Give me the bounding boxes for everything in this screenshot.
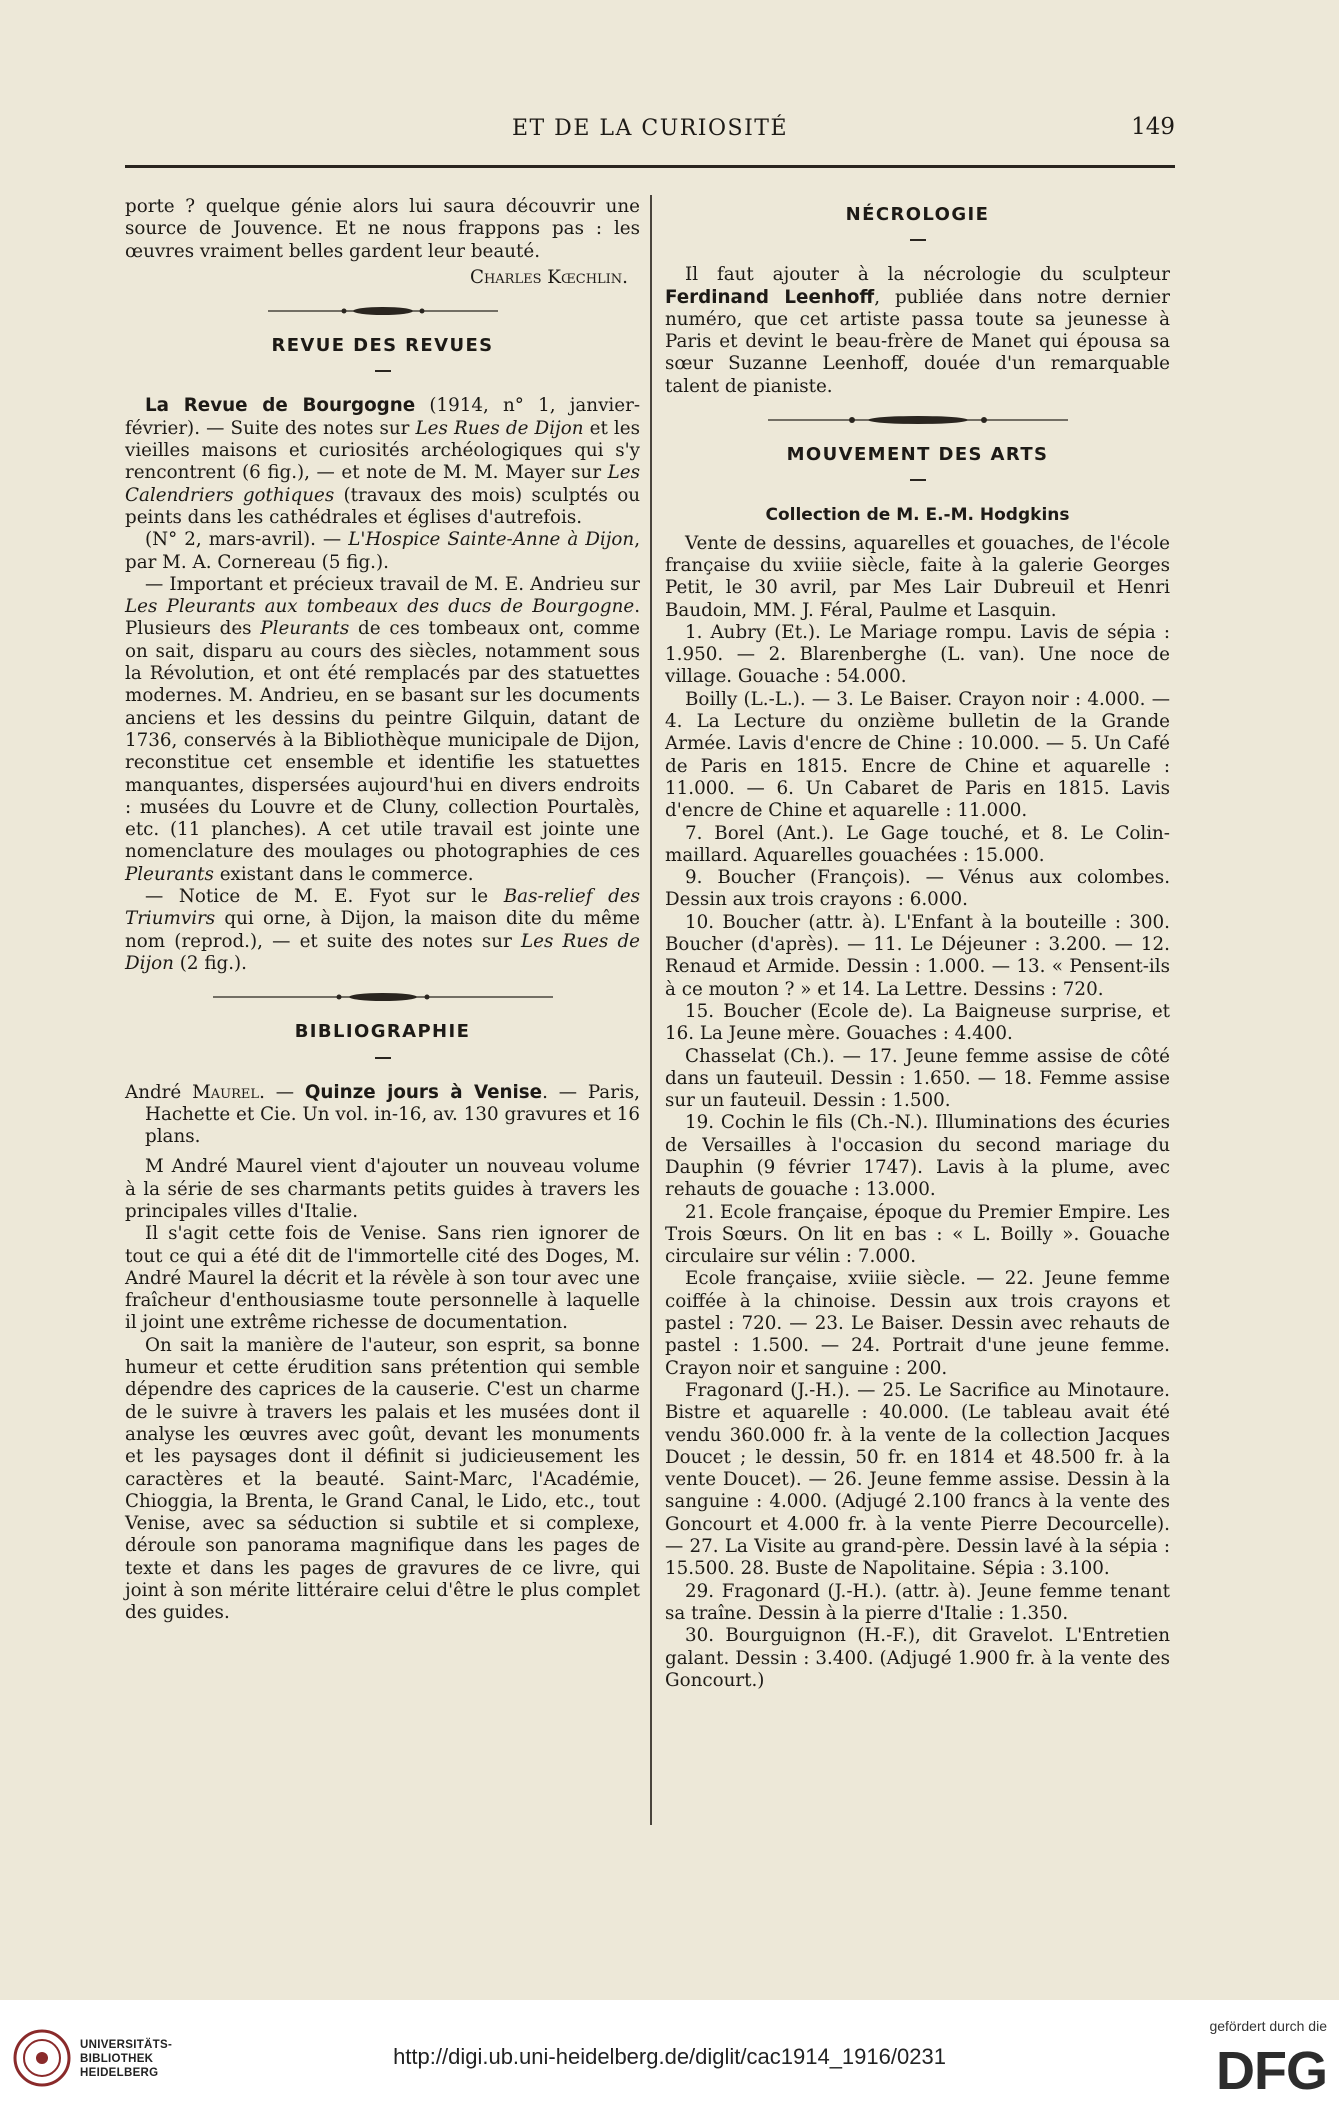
text-run: (N° 2, mars-avril). —: [145, 529, 349, 551]
italic-title: Pleurants: [260, 618, 350, 640]
library-name-line: HEIDELBERG: [80, 2067, 159, 2079]
text-run: — Notice de M. E. Fyot sur le: [145, 886, 504, 908]
text-run: qui orne, à Dijon, la maison dite du même nom (reprod.), — et suite des notes sur: [125, 908, 640, 952]
sale-item: 19. Cochin le fils (Ch.-N.). Illuminations des écuries de Versailles à l'occasion du second mariage du Dauphin (9 février 1747). Lavis à la plume, avec rehauts de gouache : 13.000.: [665, 1112, 1170, 1201]
heading-dash: [125, 363, 640, 379]
sponsor-note: gefördert durch die: [1209, 2018, 1327, 2034]
column-divider: [650, 195, 652, 1825]
sale-item: Ecole française, xviiie siècle. — 22. Jeune femme coiffée à la chinoise. Dessin aux trois crayons et pastel : 720. — 23. Le Baiser. Dessin avec rehauts de pastel : 1.500. — 24. Portrait d'une jeune femme. Crayon noir et sanguine : 200.: [665, 1268, 1170, 1379]
section-heading-bibliographie: BIBLIOGRAPHIE: [294, 1021, 471, 1043]
text-run: et les vieilles maisons et curiosités archéologiques qui s'y rencontrent (6 fig.), — et note de M. M. Mayer sur: [125, 417, 640, 484]
italic-title: L'Hospice Sainte-Anne à Dijon: [348, 529, 635, 551]
ornament-divider: [768, 414, 1068, 426]
sale-item: 29. Fragonard (J.-H.). (attr. à). Jeune femme tenant sa traîne. Dessin à la pierre d'Italie : 1.350.: [665, 1580, 1170, 1624]
library-name-line: BIBLIOTHEK: [80, 2053, 154, 2065]
person-name: Ferdinand Leenhoff: [665, 286, 875, 308]
dfg-logo: DFG: [1216, 2041, 1327, 2101]
text-run: , par M. A. Cornereau (5 fig.).: [125, 529, 641, 573]
book-title: Quinze jours à Venise: [304, 1081, 543, 1103]
sale-item: 15. Boucher (Ecole de). La Baigneuse surprise, et 16. La Jeune mère. Gouaches : 4.400.: [665, 1000, 1170, 1045]
italic-title: Les Rues de Dijon: [125, 930, 640, 974]
sale-intro: Vente de dessins, aquarelles et gouaches, de l'école française du xviiie siècle, faite à la galerie Georges Petit, le 30 avril, par Mes Lair Dubreuil et Henri Baudoin, MM. J. Féral, Paulme et Lasquin.: [665, 532, 1170, 621]
revue-paragraph: [125, 395, 640, 529]
running-head: [125, 112, 1175, 152]
library-name-line: UNIVERSITÄTS-: [80, 2039, 173, 2051]
source-url[interactable]: http://digi.ub.uni-heidelberg.de/diglit/cac1914_1916/0231: [393, 2044, 946, 2069]
section-heading-mouvement: MOUVEMENT DES ARTS: [786, 444, 1049, 466]
ornament-divider: [268, 305, 498, 317]
author-signature: Charles Kœchlin.: [469, 266, 628, 288]
italic-title: Les Calendriers gothiques: [125, 462, 640, 506]
text-run: , publiée dans notre dernier numéro, que cet artiste passa toute sa jeunesse à Paris et devint le beau-frère de Manet qui épousa sa sœur Suzanne Leenhoff, douée d'un remarquable talent de pianiste.: [665, 286, 1170, 397]
review-paragraph: M André Maurel vient d'ajouter un nouveau volume à la série de ses charmants petits guides à travers les principales villes d'Italie.: [125, 1156, 640, 1222]
necrology-paragraph: [665, 264, 1170, 398]
sale-item: 21. Ecole française, époque du Premier Empire. Les Trois Sœurs. On lit en bas : « L. Boilly ». Gouache circulaire sur vélin : 7.000.: [665, 1201, 1170, 1268]
page-number: 149: [1131, 114, 1175, 140]
revue-paragraph: [125, 574, 640, 886]
text-run: (travaux des mois) sculptés ou peints dans les cathédrales et églises d'autrefois.: [125, 484, 641, 528]
italic-title: Pleurants: [125, 863, 214, 885]
sale-items-list: [665, 622, 1170, 1692]
text-run: . —: [259, 1081, 305, 1103]
sale-item: Chasselat (Ch.). — 17. Jeune femme assise de côté dans un fauteuil. Dessin : 1.650. — 18. Femme assise sur un fauteuil. Dessin : 1.500.: [665, 1045, 1170, 1112]
collection-heading: Collection de M. E.-M. Hodgkins: [765, 505, 1070, 526]
heading-dash: [665, 472, 1170, 488]
ornament-divider: [213, 991, 553, 1003]
left-column: [125, 196, 640, 1625]
sale-item: 7. Borel (Ant.). Le Gage touché, et 8. Le Colin-maillard. Aquarelles gouachées : 15.000.: [665, 822, 1170, 866]
text-run: de ces tombeaux ont, comme on sait, disparu au cours des siècles, notamment sous la Révolution, et ont été remplacés par des statuettes modernes. M. Andrieu, en se basant sur les documents anciens et les dessins du peintre Gilquin, datant de 1736, conservés à la Bibliothèque municipale de Dijon, reconstitue cet ensemble et identifie les statuettes manquantes, dispersées aujourd'hui en divers endroits : musées du Louvre et de Cluny, collection Pourtalès, etc. (11 planches). A cet utile travail est jointe une nomenclature des moulages ou photographies de ces: [125, 618, 640, 863]
sale-item: 10. Boucher (attr. à). L'Enfant à la bouteille : 300. Boucher (d'après). — 11. Le Déjeuner : 3.200. — 12. Renaud et Armide. Dessin : 1.000. — 13. « Pensent-ils à ce mouton ? » et 14. La Lettre. Dessins : 720.: [665, 911, 1170, 1000]
italic-title: Les Pleurants aux tombeaux des ducs de Bourgogne: [125, 596, 635, 618]
sale-item: 9. Boucher (François). — Vénus aux colombes. Dessin aux trois crayons : 6.000.: [665, 867, 1170, 911]
italic-title: Les Rues de Dijon: [415, 417, 584, 439]
text-run: existant dans le commerce.: [213, 863, 474, 885]
heading-dash: [665, 232, 1170, 248]
text-run: . Plusieurs des: [125, 596, 640, 640]
journal-title: La Revue de Bourgogne: [145, 395, 416, 417]
revue-paragraph: [125, 886, 640, 975]
review-paragraph: Il s'agit cette fois de Venise. Sans rien ignorer de tout ce qui a été dit de l'immortelle cité des Doges, M. André Maurel la décrit et la révèle à son tour avec une fraîcheur d'enthousiasme toute personnelle à laquelle il joint une extrême richesse de documentation.: [125, 1223, 640, 1334]
right-column: [665, 196, 1170, 1692]
text-run: (2 fig.).: [173, 952, 247, 974]
article-ending: porte ? quelque génie alors lui saura découvrir une source de Jouvence. Et ne nous frappons pas : les œuvres vraiment belles gardent leur beauté.: [125, 196, 640, 262]
review-paragraph: On sait la manière de l'auteur, son esprit, sa bonne humeur et cette érudition sans prétention qui semble dépendre des caprices de la causerie. C'est un charme de le suivre à travers les palais et les musées dont il analyse les œuvres avec goût, devant les monuments et les paysages dont il définit si judicieusement les caractères et la beauté. Saint-Marc, l'Académie, Chioggia, la Brenta, le Grand Canal, le Lido, etc., tout Venise, avec sa séduction si subtile et si complexe, déroule son panorama magnifique dans les pages de texte et dans les pages de gravures de ce livre, qui joint à son mérite littéraire celui d'être le plus complet des guides.: [125, 1334, 640, 1624]
sale-item: Boilly (L.-L.). — 3. Le Baiser. Crayon noir : 4.000. — 4. La Lecture du onzième bulletin de la Grande Armée. Lavis d'encre de Chine : 10.000. — 5. Un Café de Paris en 1815. Encre de Chine et aquarelle : 11.000. — 6. Un Cabaret de Paris en 1815. Lavis d'encre de Chine et aquarelle : 11.000.: [665, 688, 1170, 822]
book-publication: . — Paris, Hachette et Cie. Un vol. in-16, av. 130 gravures et 16 plans.: [145, 1081, 640, 1148]
running-title: ET DE LA CURIOSITÉ: [511, 116, 789, 141]
sale-item: Fragonard (J.-H.). — 25. Le Sacrifice au Minotaure. Bistre et aquarelle : 40.000. (Le tableau avait été vendu 360.000 fr. à la vente de la collection Jacques Doucet ; le dessin, 50 fr. en 1814 et 48.500 fr. à la vente Doucet). — 26. Jeune femme assise. Dessin à la sanguine : 4.000. (Adjugé 2.100 francs à la vente des Goncourt et 4.000 fr. à la vente Pierre Decourcelle). — 27. La Visite au grand-père. Dessin lavé à la sépia : 15.500. 28. Buste de Napolitaine. Sépia : 3.100.: [665, 1379, 1170, 1580]
sale-item: 30. Bourguignon (H.-F.), dit Gravelot. L'Entretien galant. Dessin : 3.400. (Adjugé 1.900 fr. à la vente des Goncourt.): [665, 1625, 1170, 1691]
library-footer: [0, 2000, 1339, 2117]
book-author: Maurel: [192, 1081, 260, 1103]
section-heading-revue: REVUE DES REVUES: [271, 335, 494, 357]
heading-dash: [125, 1050, 640, 1066]
book-entry: [125, 1082, 640, 1149]
sale-item: 1. Aubry (Et.). Le Mariage rompu. Lavis de sépia : 1.950. — 2. Blarenberghe (L. van). Une noce de village. Gouache : 54.000.: [665, 621, 1170, 688]
italic-title: Bas-relief des Triumvirs: [125, 886, 640, 930]
text-run: — Important et précieux travail de M. E. Andrieu sur: [145, 573, 640, 595]
header-rule: [125, 165, 1175, 168]
revue-paragraph: [125, 529, 640, 574]
section-heading-necrologie: NÉCROLOGIE: [845, 204, 990, 225]
text-run: André: [125, 1081, 193, 1103]
text-run: Il faut ajouter à la nécrologie du sculpteur: [685, 264, 1170, 286]
text-run: (1914, n° 1, janvier-février). — Suite des notes sur: [125, 395, 640, 439]
